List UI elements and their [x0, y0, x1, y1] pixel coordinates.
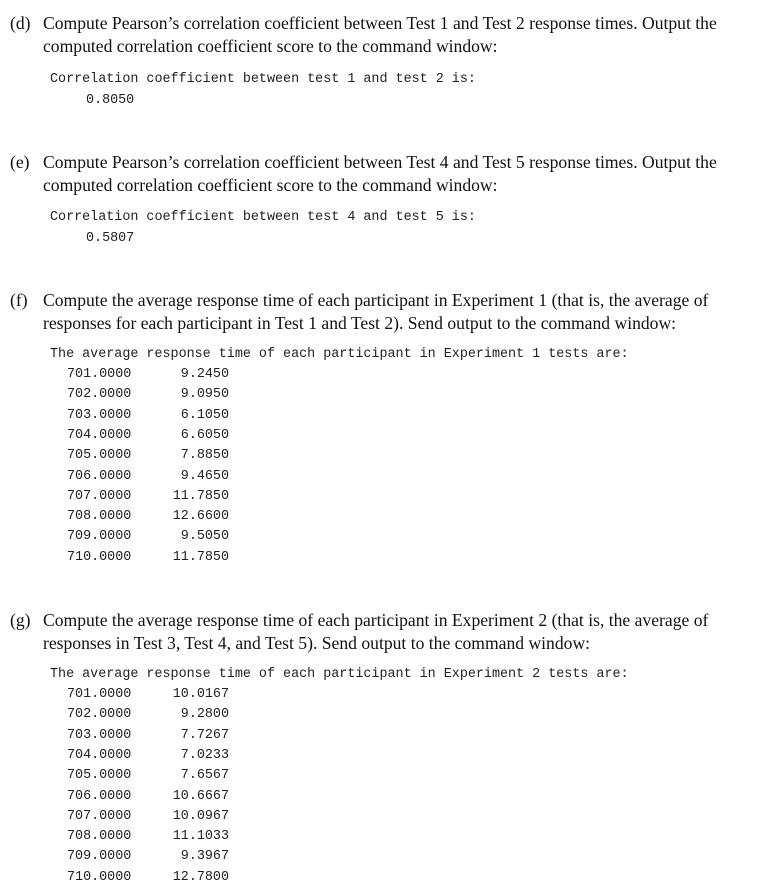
question-d-label: (d)	[10, 13, 31, 33]
participant-id: 709.0000	[67, 849, 132, 865]
participant-id: 703.0000	[67, 407, 132, 423]
average-value: 9.4650	[180, 468, 229, 484]
average-value: 10.0967	[172, 808, 229, 824]
average-value: 10.0167	[172, 687, 229, 702]
question-d-line1: Compute Pearson’s correlation coefficient between Test 1 and Test 2 response times. Output the	[43, 13, 717, 33]
participant-id: 707.0000	[67, 808, 132, 824]
participant-id: 706.0000	[67, 468, 132, 484]
participant-id: 708.0000	[67, 829, 132, 845]
question-e-text	[10, 151, 770, 197]
question-g-line1: Compute the average response time of each participant in Experiment 2 (that is, the average of	[43, 610, 709, 630]
participant-id: 701.0000	[67, 367, 132, 382]
question-g-label: (g)	[10, 610, 31, 630]
participant-id: 702.0000	[67, 387, 132, 403]
participant-id: 706.0000	[67, 788, 132, 804]
average-value: 6.1050	[180, 407, 229, 423]
average-value: 12.6600	[172, 509, 229, 525]
participant-id: 704.0000	[67, 747, 132, 763]
participant-id: 702.0000	[67, 707, 132, 723]
participant-id: 701.0000	[67, 687, 132, 702]
average-value: 12.7800	[172, 869, 229, 885]
output-d-value: 0.8050	[86, 93, 135, 108]
participant-id: 703.0000	[67, 727, 132, 743]
participant-id: 710.0000	[67, 869, 132, 885]
output-f-label: The average response time of each participant in Experiment 1 tests are:	[50, 347, 629, 362]
question-g-text	[10, 609, 770, 655]
average-value: 11.7850	[172, 549, 229, 565]
average-value: 7.0233	[180, 747, 229, 763]
participant-id: 705.0000	[67, 448, 132, 464]
average-value: 7.7267	[180, 727, 229, 743]
average-value: 6.6050	[180, 427, 229, 443]
question-g-line2: responses in Test 3, Test 4, and Test 5). Send output to the command window:	[43, 633, 591, 653]
average-value: 11.7850	[172, 488, 229, 504]
average-value: 11.1033	[172, 829, 229, 845]
average-value: 9.2450	[180, 367, 229, 382]
average-value: 9.3967	[180, 849, 229, 865]
participant-id: 705.0000	[67, 768, 132, 784]
average-value: 7.8850	[180, 448, 229, 464]
participant-id: 704.0000	[67, 427, 132, 443]
question-f-text	[10, 289, 770, 335]
output-e-label: Correlation coefficient between test 4 and test 5 is:	[50, 210, 476, 225]
question-e-line1: Compute Pearson’s correlation coefficient between Test 4 and Test 5 response times. Output the	[43, 152, 717, 172]
question-f-line2: responses for each participant in Test 1 and Test 2). Send output to the command window:	[43, 313, 677, 333]
question-f-line1: Compute the average response time of each participant in Experiment 1 (that is, the average of	[43, 290, 709, 310]
output-d-label: Correlation coefficient between test 1 and test 2 is:	[50, 72, 476, 87]
participant-id: 707.0000	[67, 488, 132, 504]
question-e-line2: computed correlation coefficient score to the command window:	[43, 175, 498, 195]
average-value: 7.6567	[180, 768, 229, 784]
question-e-label: (e)	[10, 152, 30, 172]
average-value: 9.0950	[180, 387, 229, 403]
output-g-label: The average response time of each participant in Experiment 2 tests are:	[50, 667, 629, 682]
participant-id: 708.0000	[67, 509, 132, 525]
question-d-text	[10, 12, 770, 58]
average-value: 9.2800	[180, 707, 229, 723]
average-value: 10.6667	[172, 788, 229, 804]
participant-id: 709.0000	[67, 529, 132, 545]
participant-id: 710.0000	[67, 549, 132, 565]
average-value: 9.5050	[180, 529, 229, 545]
question-f-label: (f)	[10, 290, 28, 310]
output-e-value: 0.5807	[86, 231, 135, 246]
question-d-line2: computed correlation coefficient score to the command window:	[43, 36, 498, 56]
